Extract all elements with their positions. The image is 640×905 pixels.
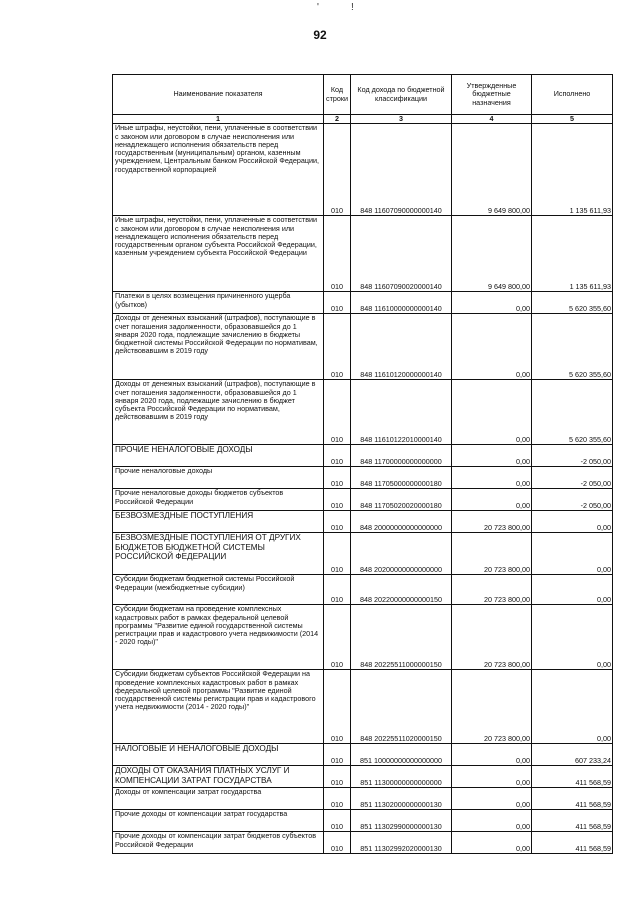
row-budget-code: 848 11607090020000140 bbox=[351, 216, 452, 292]
row-code: 010 bbox=[324, 788, 351, 810]
column-number-row bbox=[113, 115, 613, 124]
row-executed: 5 620 355,60 bbox=[532, 380, 613, 445]
row-name: БЕЗВОЗМЕЗДНЫЕ ПОСТУПЛЕНИЯ bbox=[113, 511, 324, 533]
row-name: НАЛОГОВЫЕ И НЕНАЛОГОВЫЕ ДОХОДЫ bbox=[113, 744, 324, 766]
row-budget-code: 848 11610120000000140 bbox=[351, 314, 452, 380]
row-executed: -2 050,00 bbox=[532, 489, 613, 511]
row-approved: 0,00 bbox=[452, 380, 532, 445]
row-budget-code: 848 11610000000000140 bbox=[351, 292, 452, 314]
table-row bbox=[113, 124, 613, 216]
row-name: Доходы от денежных взысканий (штрафов), поступающие в счет погашения задолженности, образовавшейся до 1 января 2020 года, подлежащие зачислению в бюджет субъекта Российской Федерации по нормативам, действовавшим в 2019 году bbox=[113, 380, 324, 445]
table-row bbox=[113, 292, 613, 314]
row-name: Иные штрафы, неустойки, пени, уплаченные в соответствии с законом или договором в случае неисполнения или ненадлежащего исполнения обязательств перед государственным органом субъекта Российской Федерации, казенным учреждением субъекта Российской Федерации bbox=[113, 216, 324, 292]
row-code: 010 bbox=[324, 292, 351, 314]
table-row bbox=[113, 810, 613, 832]
row-executed: 0,00 bbox=[532, 533, 613, 575]
row-approved: 0,00 bbox=[452, 445, 532, 467]
row-approved: 0,00 bbox=[452, 788, 532, 810]
row-budget-code: 851 11300000000000000 bbox=[351, 766, 452, 788]
row-code: 010 bbox=[324, 832, 351, 854]
column-number: 5 bbox=[532, 115, 613, 124]
row-name: Платежи в целях возмещения причиненного ущерба (убытков) bbox=[113, 292, 324, 314]
row-budget-code: 848 11705020020000180 bbox=[351, 489, 452, 511]
row-name: Прочие доходы от компенсации затрат государства bbox=[113, 810, 324, 832]
table-row bbox=[113, 788, 613, 810]
row-budget-code: 848 11610122010000140 bbox=[351, 380, 452, 445]
row-budget-code: 851 11302990000000130 bbox=[351, 810, 452, 832]
row-executed: 5 620 355,60 bbox=[532, 292, 613, 314]
row-executed: 1 135 611,93 bbox=[532, 216, 613, 292]
row-approved: 0,00 bbox=[452, 292, 532, 314]
table-row bbox=[113, 670, 613, 744]
row-name: Иные штрафы, неустойки, пени, уплаченные в соответствии с законом или договором в случае неисполнения или ненадлежащего исполнения обязательств перед государственным (муниципальным) органом, казенным учреждением, Центральным банком Российской Федерации, государственной корпорацией bbox=[113, 124, 324, 216]
row-approved: 0,00 bbox=[452, 832, 532, 854]
row-name: Доходы от денежных взысканий (штрафов), поступающие в счет погашения задолженности, образовавшейся до 1 января 2020 года, подлежащие зачислению в бюджеты бюджетной системы Российской Федерации по нормативам, действовавшим в 2019 году bbox=[113, 314, 324, 380]
row-approved: 0,00 bbox=[452, 766, 532, 788]
table-row bbox=[113, 380, 613, 445]
row-approved: 9 649 800,00 bbox=[452, 124, 532, 216]
row-executed: 411 568,59 bbox=[532, 810, 613, 832]
row-name: Субсидии бюджетам бюджетной системы Российской Федерации (межбюджетные субсидии) bbox=[113, 575, 324, 605]
row-code: 010 bbox=[324, 124, 351, 216]
row-name: Субсидии бюджетам субъектов Российской Федерации на проведение комплексных кадастровых работ в рамках федеральной целевой программы "Развитие единой государственной системы регистрации прав и кадастрового учета недвижимости (2014 - 2020 годы)" bbox=[113, 670, 324, 744]
table-row bbox=[113, 832, 613, 854]
table-header-row bbox=[113, 75, 613, 115]
revenue-table bbox=[112, 74, 613, 854]
row-budget-code: 851 11302000000000130 bbox=[351, 788, 452, 810]
row-budget-code: 851 10000000000000000 bbox=[351, 744, 452, 766]
row-approved: 0,00 bbox=[452, 810, 532, 832]
row-code: 010 bbox=[324, 575, 351, 605]
row-budget-code: 851 11302992020000130 bbox=[351, 832, 452, 854]
row-executed: -2 050,00 bbox=[532, 445, 613, 467]
row-code: 010 bbox=[324, 744, 351, 766]
row-executed: -2 050,00 bbox=[532, 467, 613, 489]
row-executed: 1 135 611,93 bbox=[532, 124, 613, 216]
row-executed: 0,00 bbox=[532, 511, 613, 533]
scan-mark: ! bbox=[351, 2, 354, 13]
row-code: 010 bbox=[324, 766, 351, 788]
table-row bbox=[113, 744, 613, 766]
row-code: 010 bbox=[324, 511, 351, 533]
table-row bbox=[113, 467, 613, 489]
row-name: Доходы от компенсации затрат государства bbox=[113, 788, 324, 810]
header-budget-code: Код дохода по бюджетной классификации bbox=[351, 75, 452, 115]
row-name: ПРОЧИЕ НЕНАЛОГОВЫЕ ДОХОДЫ bbox=[113, 445, 324, 467]
row-name: Прочие доходы от компенсации затрат бюджетов субъектов Российской Федерации bbox=[113, 832, 324, 854]
column-number: 1 bbox=[113, 115, 324, 124]
row-name: ДОХОДЫ ОТ ОКАЗАНИЯ ПЛАТНЫХ УСЛУГ И КОМПЕНСАЦИИ ЗАТРАТ ГОСУДАРСТВА bbox=[113, 766, 324, 788]
row-approved: 20 723 800,00 bbox=[452, 670, 532, 744]
row-budget-code: 848 20225511020000150 bbox=[351, 670, 452, 744]
row-budget-code: 848 20000000000000000 bbox=[351, 511, 452, 533]
row-code: 010 bbox=[324, 216, 351, 292]
table-row bbox=[113, 575, 613, 605]
row-code: 010 bbox=[324, 670, 351, 744]
column-number: 2 bbox=[324, 115, 351, 124]
row-budget-code: 848 11700000000000000 bbox=[351, 445, 452, 467]
row-budget-code: 848 20200000000000000 bbox=[351, 533, 452, 575]
row-executed: 607 233,24 bbox=[532, 744, 613, 766]
table-row bbox=[113, 489, 613, 511]
row-approved: 9 649 800,00 bbox=[452, 216, 532, 292]
row-code: 010 bbox=[324, 445, 351, 467]
row-name: БЕЗВОЗМЕЗДНЫЕ ПОСТУПЛЕНИЯ ОТ ДРУГИХ БЮДЖЕТОВ БЮДЖЕТНОЙ СИСТЕМЫ РОССИЙСКОЙ ФЕДЕРАЦИИ bbox=[113, 533, 324, 575]
table-row bbox=[113, 314, 613, 380]
row-approved: 20 723 800,00 bbox=[452, 575, 532, 605]
table-row bbox=[113, 605, 613, 670]
row-approved: 0,00 bbox=[452, 744, 532, 766]
header-line-code: Код строки bbox=[324, 75, 351, 115]
header-executed: Исполнено bbox=[532, 75, 613, 115]
row-executed: 0,00 bbox=[532, 670, 613, 744]
row-code: 010 bbox=[324, 314, 351, 380]
scan-mark: ' bbox=[317, 2, 319, 13]
column-number: 4 bbox=[452, 115, 532, 124]
row-approved: 20 723 800,00 bbox=[452, 511, 532, 533]
row-executed: 5 620 355,60 bbox=[532, 314, 613, 380]
row-code: 010 bbox=[324, 467, 351, 489]
row-budget-code: 848 20225511000000150 bbox=[351, 605, 452, 670]
table-row bbox=[113, 533, 613, 575]
row-code: 010 bbox=[324, 533, 351, 575]
row-executed: 0,00 bbox=[532, 605, 613, 670]
row-approved: 0,00 bbox=[452, 489, 532, 511]
row-budget-code: 848 20220000000000150 bbox=[351, 575, 452, 605]
row-name: Субсидии бюджетам на проведение комплексных кадастровых работ в рамках федеральной целевой программы "Развитие единой государственной системы регистрации прав и кадастрового учета недвижимости (2014 - 2020 годы)" bbox=[113, 605, 324, 670]
row-approved: 0,00 bbox=[452, 467, 532, 489]
header-approved: Утвержденные бюджетные назначения bbox=[452, 75, 532, 115]
row-code: 010 bbox=[324, 605, 351, 670]
row-executed: 0,00 bbox=[532, 575, 613, 605]
table-row bbox=[113, 445, 613, 467]
row-approved: 20 723 800,00 bbox=[452, 605, 532, 670]
row-executed: 411 568,59 bbox=[532, 788, 613, 810]
row-executed: 411 568,59 bbox=[532, 832, 613, 854]
row-code: 010 bbox=[324, 489, 351, 511]
table-row bbox=[113, 511, 613, 533]
row-code: 010 bbox=[324, 380, 351, 445]
row-name: Прочие неналоговые доходы бюджетов субъектов Российской Федерации bbox=[113, 489, 324, 511]
header-indicator-name: Наименование показателя bbox=[113, 75, 324, 115]
table-row bbox=[113, 766, 613, 788]
row-approved: 20 723 800,00 bbox=[452, 533, 532, 575]
page-number: 92 bbox=[313, 28, 327, 42]
row-approved: 0,00 bbox=[452, 314, 532, 380]
table-row bbox=[113, 216, 613, 292]
row-budget-code: 848 11705000000000180 bbox=[351, 467, 452, 489]
row-name: Прочие неналоговые доходы bbox=[113, 467, 324, 489]
column-number: 3 bbox=[351, 115, 452, 124]
row-executed: 411 568,59 bbox=[532, 766, 613, 788]
row-code: 010 bbox=[324, 810, 351, 832]
row-budget-code: 848 11607090000000140 bbox=[351, 124, 452, 216]
